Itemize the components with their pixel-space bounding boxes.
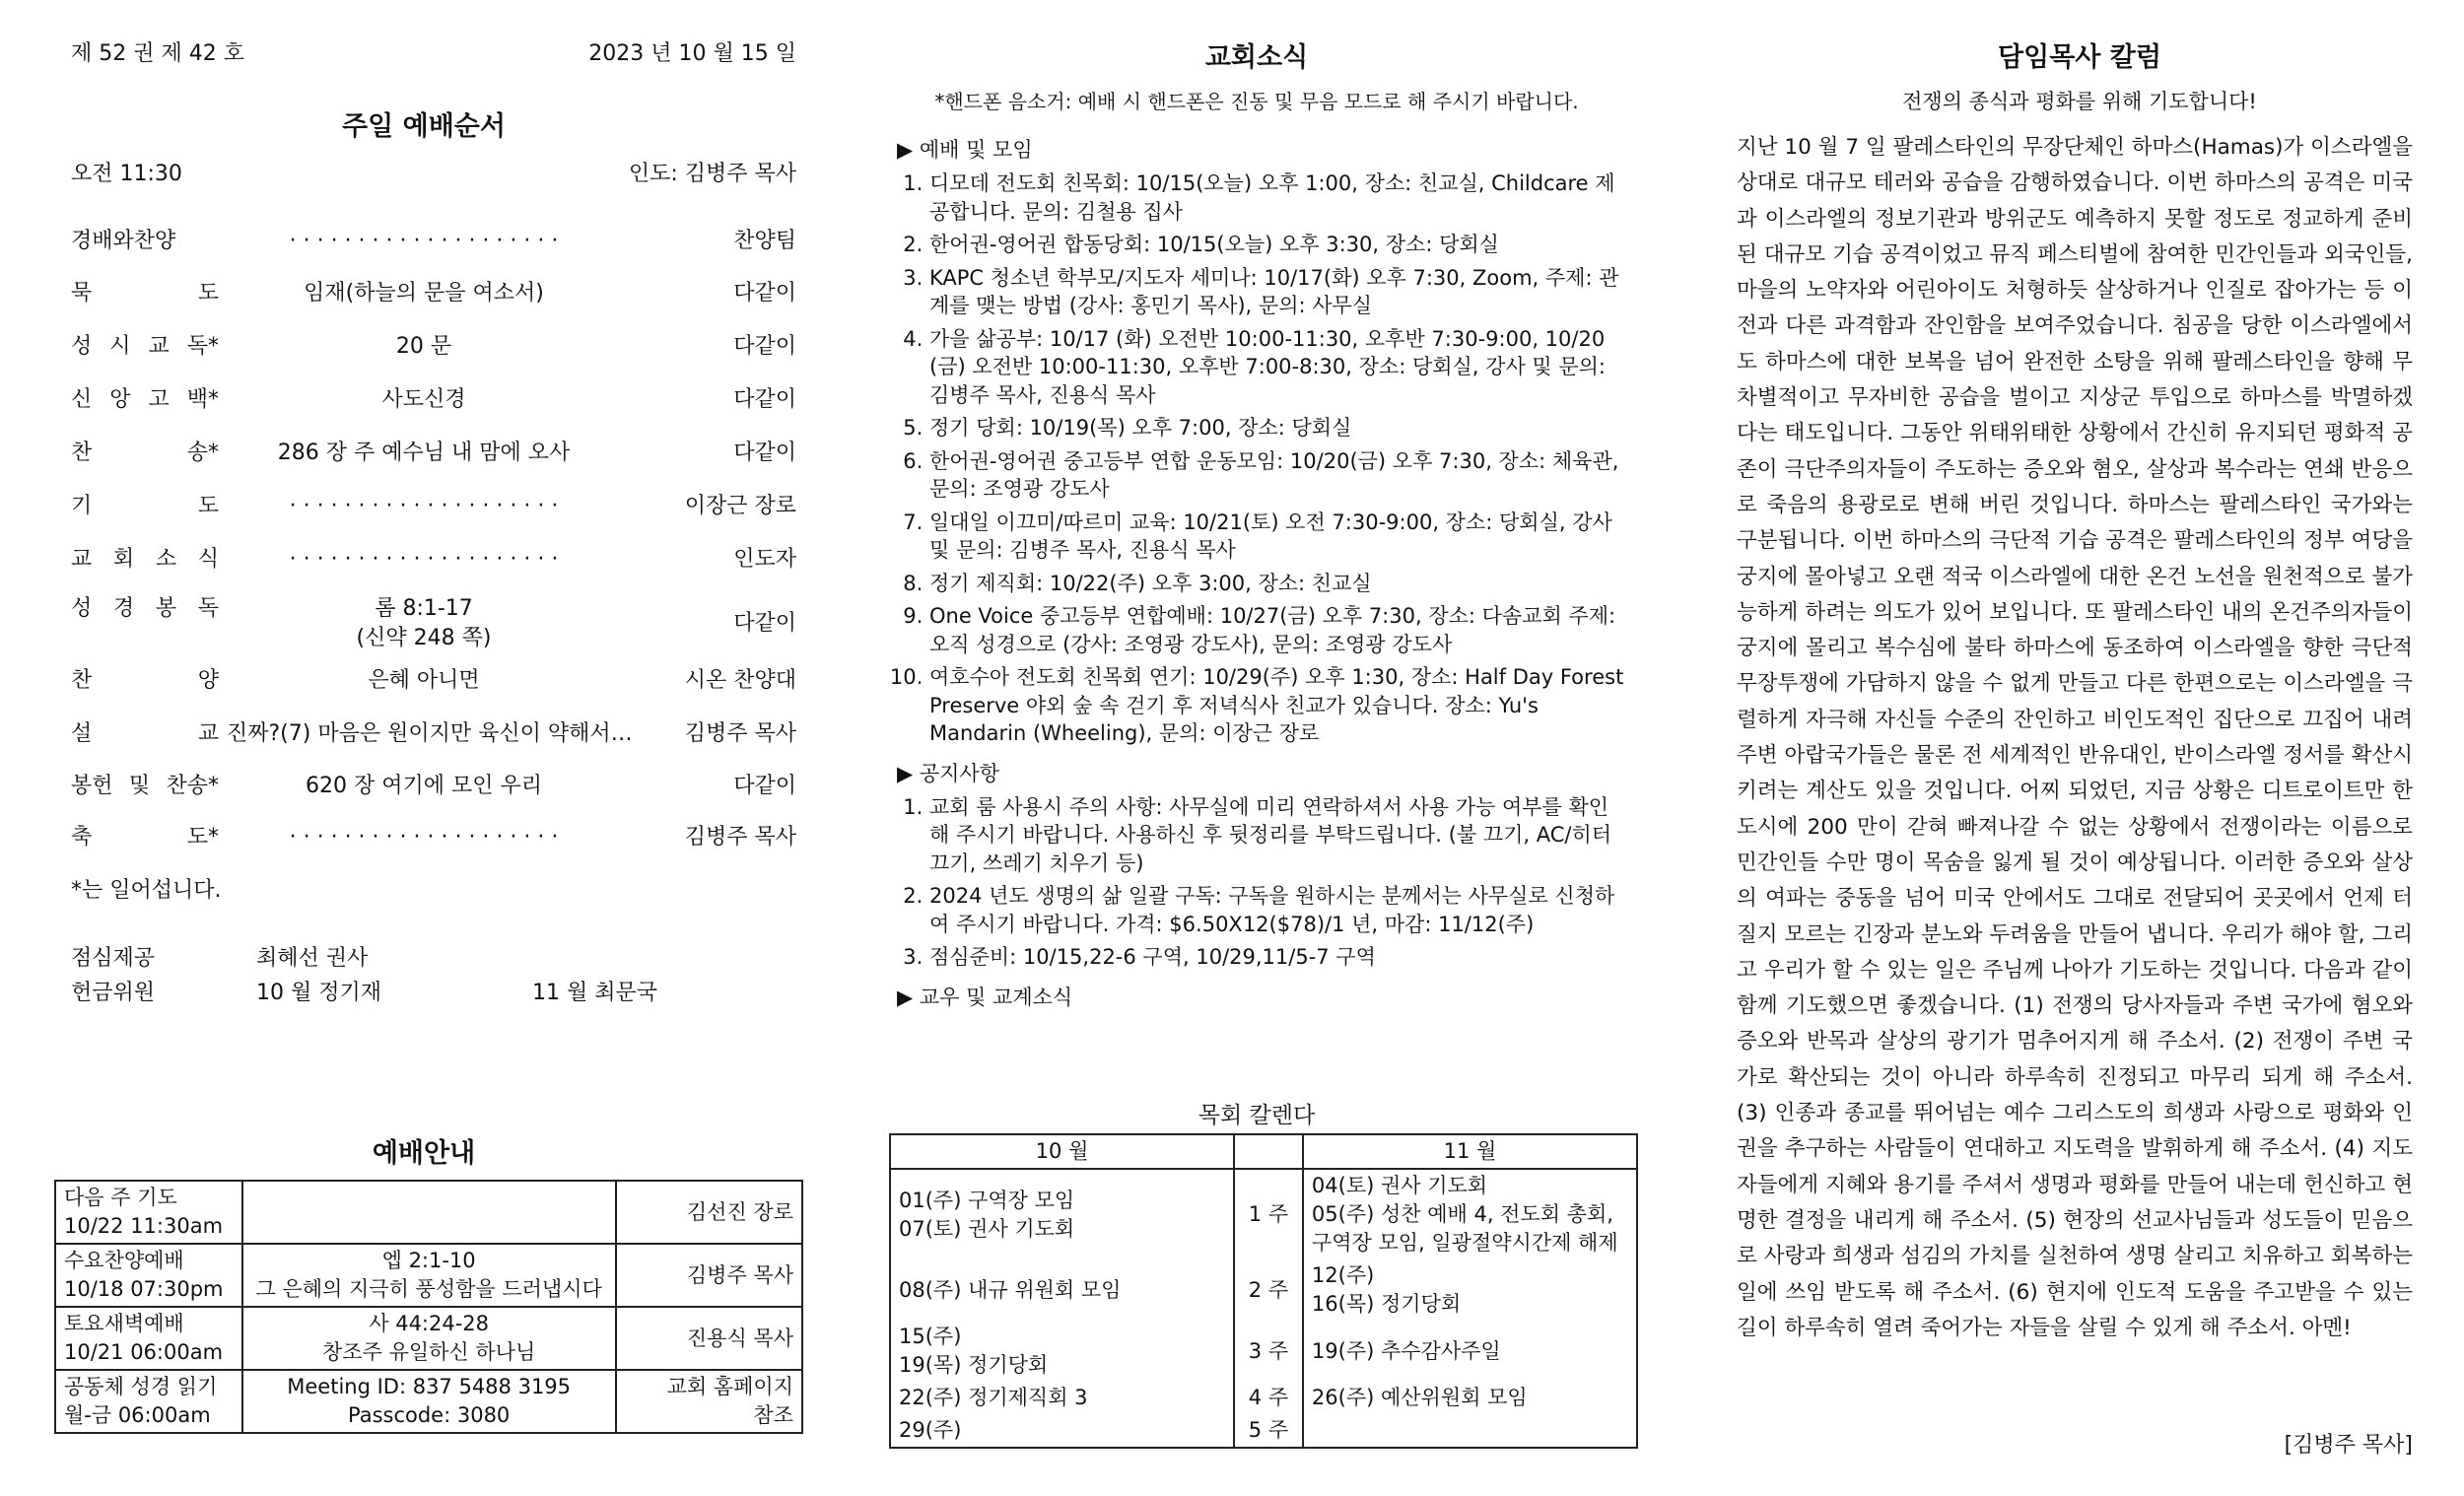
guide-content: 사 44:24-28 — [369, 1312, 490, 1335]
order-item-who: 다같이 — [733, 334, 796, 359]
middle-panel — [867, 0, 1646, 1496]
calendar-week-cell — [1234, 1259, 1303, 1321]
calendar-november-cell — [1303, 1321, 1637, 1382]
order-item-name: 성 시 교 독* — [71, 334, 219, 359]
guide-who: 교회 홈페이지 — [666, 1375, 793, 1398]
offering-october: 10 월 정기재 — [256, 981, 381, 1005]
left-panel — [0, 0, 848, 1496]
issue-date: 2023 년 10 월 15 일 — [588, 41, 796, 66]
guide-who: 진용식 목사 — [686, 1326, 793, 1350]
calendar-week-cell — [1234, 1382, 1303, 1414]
order-item-content: 롬 8:1-17 — [375, 596, 473, 621]
order-item-name: 봉헌 및 찬송* — [71, 774, 219, 798]
section-heading: ▶ 교우 및 교계소식 — [897, 985, 1073, 1009]
order-item-name: 교 회 소 식 — [71, 547, 219, 572]
order-item-content: · · · · · · · · · · · · · · · · · · · · — [289, 547, 559, 572]
calendar-october-events: 29(주) — [899, 1418, 962, 1442]
order-item-content: 286 장 주 예수님 내 맘에 오사 — [277, 441, 571, 465]
order-item-who: 다같이 — [733, 774, 796, 798]
november-header: 11 월 — [1303, 1134, 1637, 1169]
order-item-content: · · · · · · · · · · · · · · · · · · · · — [289, 229, 559, 253]
order-item-name: 설 교 — [71, 721, 219, 746]
order-item-content: · · · · · · · · · · · · · · · · · · · · — [289, 825, 559, 850]
calendar-week: 4 주 — [1248, 1386, 1289, 1409]
order-item-content: 사도신경 — [381, 387, 466, 412]
calendar-november-cell — [1303, 1382, 1637, 1414]
calendar-november-events: 12(주) 16(목) 정기당회 — [1311, 1263, 1462, 1316]
news-item: 6. 한어권-영어권 중고등부 연합 운동모임: 10/20(금) 오후 7:30, 장소: 체육관, 문의: 조영광 강도사 — [929, 447, 1626, 504]
guide-content-sub: 그 은혜의 지극히 풍성함을 드러냅시다 — [255, 1277, 602, 1301]
order-item-name: 기 도 — [71, 494, 219, 518]
news-item: 5. 정기 당회: 10/19(목) 오후 7:00, 장소: 당회실 — [929, 414, 1626, 442]
service-guide-table — [54, 1180, 803, 1434]
guide-content-cell — [242, 1244, 616, 1307]
order-item-name: 축 도* — [71, 825, 219, 850]
guide-row — [55, 1181, 802, 1244]
order-item-who: 다같이 — [733, 281, 796, 306]
order-item-name: 찬 양 — [71, 668, 219, 693]
guide-who: 김선진 장로 — [686, 1199, 793, 1224]
right-panel — [1695, 0, 2464, 1496]
guide-row — [55, 1307, 802, 1370]
calendar-row — [890, 1259, 1637, 1321]
guide-content-sub: 창조주 유일하신 하나님 — [322, 1340, 536, 1364]
calendar-title: 목회 칼렌다 — [1198, 1103, 1316, 1128]
calendar-week-cell — [1234, 1169, 1303, 1259]
guide-content-sub: Passcode: 3080 — [347, 1403, 511, 1427]
news-item: 7. 일대일 이끄미/따르미 교육: 10/21(토) 오전 7:30-9:00, 장소: 당회실, 강사 및 문의: 김병주 목사, 진용식 목사 — [929, 509, 1626, 565]
column-body: 지난 10 월 7 일 팔레스타인의 무장단체인 하마스(Hamas)가 이스라엘을 상대로 대규모 테러와 공습을 감행하였습니다. 이번 하마스의 공격은 미국과 이스라엘의 정보기관과 방위군도 예측하지 못할 정도로 정교하게 준비된 대규모 기습 공격이었고 뮤직 페스티벌에 참여한 민간인들과 외국인들, 마을의 노약자와 어린아이도 처형하듯 살상하거나 인질로 잡아가는 등 이전과 다른 과격함과 잔인함을 보여주었습니다. 침공을 당한 이스라엘에서도 하마스에 대한 보복을 넘어 완전한 소탕을 위해 팔레스타인을 향해 무차별적이고 무자비한 공습을 벌이고 지상군 투입으로 하마스를 박멸하겠다는 태도입니다. 그동안 위태위태한 상황에서 간신히 유지되던 평화적 공존이 극단주의자들이 주도하는 증오와 혐오, 살상과 복수라는 연쇄 반응으로 죽음의 용광로로 변해 버린 것입니다. 하마스는 팔레스타인 국가와는 구분됩니다. 이번 하마스의 극단적 기습 공격은 팔레스타인의 정부 여당을 궁지에 몰아넣고 오랜 적국 이스라엘에 대한 온건 노선을 원천적으로 불가능하게 하려는 의도가 있어 보입니다. 또 팔레스타인 내의 온건주의자들이 궁지에 몰리고 복수심에 불타 하마스에 동조하여 이스라엘을 향한 극단적 무장투쟁에 가담하지 않을 수 없게 만들고 다른 한편으로는 이스라엘을 극렬하게 자극해 자신들 수준의 잔인하고 비인도적인 집단으로 끄집어 내려 주변 아랍국가들은 물론 전 세계적인 반유대인, 반이스라엘 정서를 확산시키려는 계산도 있을 것입니다. 어찌 되었던, 지금 상황은 디트로이트만 한 도시에 200 만이 갇혀 빠져나갈 수 없는 상황에서 전쟁이라는 이름으로 민간인들 수만 명이 목숨을 잃게 될 것이 예상됩니다. 이러한 증오와 살상의 여파는 중동을 넘어 미국 안에서도 그대로 전달되어 곳곳에서 언제 터질지 모르는 긴장과 분노와 두려움을 만들어 냅니다. 우리가 해야 할, 그리고 우리가 할 수 있는 일은 주님께 나아가 기도하는 것입니다. 다음과 같이 함께 기도했으면 좋겠습니다. (1) 전쟁의 당사자들과 주변 국가에 혐오와 증오와 반목과 살상의 광기가 멈추어지게 해 주소서. (2) 전쟁이 주변 국가로 확산되는 것이 아니라 하루속히 진정되고 마무리 되게 해 주소서. (3) 인종과 종교를 뛰어넘는 예수 그리스도의 희생과 사랑으로 평화와 인권을 추구하는 사람들이 연대하고 지도력을 발휘하게 해 주소서. (4) 지도자들에게 지혜와 용기를 주셔서 생명과 평화를 만들어 내는데 헌신하고 현명한 결정을 내리게 해 주소서. (5) 현장의 선교사님들과 성도들이 믿음으로 사랑과 희생과 섬김의 가치를 실천하여 생명 살리고 치유하고 회복하는 일에 쓰임 받도록 해 주소서. (6) 현지에 인도적 도움을 주고받을 수 있는 길이 하루속히 열려 죽어가는 자들을 살릴 수 있게 해 주소서. 아멘! — [1737, 135, 2413, 1340]
guide-who: 김병주 목사 — [686, 1262, 793, 1287]
news-item: 4. 가을 삶공부: 10/17 (화) 오전반 10:00-11:30, 오후반 7:30-9:00, 10/20 (금) 오전반 10:00-11:30, 오후반 7:00-8:30, 장소: 당회실, 강사 및 문의: 김병주 목사, 진용식 목사 — [929, 325, 1626, 410]
column-subtitle: 전쟁의 종식과 평화를 위해 기도합니다! — [1902, 90, 2257, 113]
guide-row — [55, 1244, 802, 1307]
order-title: 주일 예배순서 — [342, 111, 506, 142]
calendar-november-events: 04(토) 권사 기도회 05(주) 성찬 예배 4, 전도회 총회, 구역장 모임, 일광절약시간제 해제 — [1311, 1174, 1618, 1255]
calendar-week: 3 주 — [1248, 1338, 1289, 1363]
guide-name: 수요찬양예배 — [64, 1249, 184, 1272]
order-item-content: 620 장 여기에 모인 우리 — [306, 774, 542, 798]
lunch-label: 점심제공 — [71, 946, 156, 971]
section-worship-meetings — [897, 136, 1626, 1011]
order-item-content: 임재(하늘의 문을 여소서) — [304, 281, 544, 306]
guide-content: 엡 2:1-10 — [381, 1249, 476, 1272]
order-item-content-sub: (신약 248 쪽) — [356, 626, 492, 650]
order-item-name: 신 앙 고 백* — [71, 387, 219, 412]
order-item-who: 찬양팀 — [733, 229, 796, 253]
order-item-who: 김병주 목사 — [684, 825, 796, 850]
notice-list — [897, 793, 1626, 972]
order-item-name: 찬 송* — [71, 441, 219, 465]
standing-note: *는 일어섭니다. — [71, 878, 222, 903]
guide-name: 토요새벽예배 — [64, 1312, 184, 1335]
news-item: 2. 한어권-영어권 합동당회: 10/15(오늘) 오후 3:30, 장소: 당회실 — [929, 231, 1626, 259]
calendar-november-cell — [1303, 1169, 1637, 1259]
order-item-who: 시온 찬양대 — [684, 668, 796, 693]
news-item: 2. 2024 년도 생명의 삶 일괄 구독: 구독을 원하시는 분께서는 사무실로 신청하여 주시기 바랍니다. 가격: $6.50X12($78)/1 년, 마감: 11/12(주) — [929, 882, 1626, 938]
guide-name: 다음 주 기도 — [64, 1186, 177, 1209]
guide-time: 10/22 11:30am — [64, 1214, 224, 1238]
news-item: 10. 여호수아 전도회 친목회 연기: 10/29(주) 오후 1:30, 장소: Half Day Forest Preserve 야외 숲 속 걷기 후 저녁식사 친교가 있습니다. 장소: Yu's Mandarin (Wheeling), 문의: 이장근 장로 — [929, 663, 1626, 748]
service-guide-title: 예배안내 — [372, 1138, 476, 1169]
news-item: 1. 디모데 전도회 친목회: 10/15(오늘) 오후 1:00, 장소: 친교실, Childcare 제공합니다. 문의: 김철용 집사 — [929, 170, 1626, 226]
order-item-who: 다같이 — [733, 441, 796, 465]
order-item-name: 경배와찬양 — [71, 229, 176, 253]
guide-who-cell — [616, 1181, 802, 1244]
calendar-week-cell — [1234, 1414, 1303, 1448]
news-item: 8. 정기 제직회: 10/22(주) 오후 3:00, 장소: 친교실 — [929, 570, 1626, 598]
calendar-week: 1 주 — [1248, 1202, 1289, 1226]
calendar-november-events: 19(주) 추수감사주일 — [1311, 1338, 1501, 1363]
guide-time: 월-금 06:00am — [64, 1403, 211, 1427]
calendar-week-cell — [1234, 1321, 1303, 1382]
calendar-october-events: 01(주) 구역장 모임 07(토) 권사 기도회 — [899, 1188, 1075, 1241]
news-item: 1. 교회 룸 사용시 주의 사항: 사무실에 미리 연락하셔서 사용 가능 여부를 확인 해 주시기 바랍니다. 사용하신 후 뒷정리를 부탁드립니다. (불 끄기, AC/히터 끄기, 쓰레기 치우기 등) — [929, 793, 1626, 878]
service-leader: 인도: 김병주 목사 — [628, 162, 796, 186]
order-item-name: 성 경 봉 독 — [71, 596, 219, 621]
phone-notice: *핸드폰 음소거: 예배 시 핸드폰은 진동 및 무음 모드로 해 주시기 바랍니다. — [934, 90, 1579, 113]
calendar-november-cell — [1303, 1414, 1637, 1448]
guide-row — [55, 1370, 802, 1433]
calendar-october-events: 22(주) 정기제직회 3 — [899, 1386, 1088, 1409]
guide-time: 10/21 06:00am — [64, 1340, 224, 1364]
order-item-content: 진짜?(7) 마음은 원이지만 육신이 약해서… — [227, 721, 633, 746]
calendar-october-cell — [890, 1169, 1234, 1259]
order-item-who: 이장근 장로 — [684, 494, 796, 518]
order-item-name: 묵 도 — [71, 281, 219, 306]
guide-name: 공동체 성경 읽기 — [64, 1375, 218, 1398]
calendar-row — [890, 1382, 1637, 1414]
news-item: 9. One Voice 중고등부 연합예배: 10/27(금) 오후 7:30, 장소: 다솜교회 주제: 오직 성경으로 (강사: 조영광 강도사), 문의: 조영광 강도사 — [929, 602, 1626, 658]
guide-content: Meeting ID: 837 5488 3195 — [287, 1375, 572, 1398]
calendar-row — [890, 1321, 1637, 1382]
order-item-who: 김병주 목사 — [684, 721, 796, 746]
guide-who-sub: 참조 — [753, 1403, 793, 1427]
offering-november: 11 월 최문국 — [532, 981, 657, 1005]
calendar-october-events: 15(주) 19(목) 정기당회 — [899, 1325, 1049, 1377]
guide-content-cell — [242, 1307, 616, 1370]
guide-who-cell — [616, 1307, 802, 1370]
order-item-content: 은혜 아니면 — [368, 668, 480, 693]
news-item: 3. KAPC 청소년 학부모/지도자 세미나: 10/17(화) 오후 7:30, Zoom, 주제: 관계를 맺는 방법 (강사: 홍민기 목사), 문의: 사무실 — [929, 264, 1626, 320]
calendar-row — [890, 1414, 1637, 1448]
calendar-november-events: 26(주) 예산위원회 모임 — [1311, 1386, 1528, 1409]
calendar-october-cell — [890, 1259, 1234, 1321]
order-item-content: 20 문 — [395, 334, 452, 359]
guide-name-cell — [55, 1244, 242, 1307]
order-item-content: · · · · · · · · · · · · · · · · · · · · — [289, 494, 559, 518]
news-item: 3. 점심준비: 10/15,22-6 구역, 10/29,11/5-7 구역 — [929, 943, 1626, 972]
guide-who-cell — [616, 1244, 802, 1307]
order-item-who: 다같이 — [733, 611, 796, 636]
guide-name-cell — [55, 1307, 242, 1370]
october-header: 10 월 — [890, 1134, 1234, 1169]
calendar-table — [889, 1133, 1638, 1449]
calendar-october-cell — [890, 1382, 1234, 1414]
calendar-october-cell — [890, 1414, 1234, 1448]
guide-who-cell — [616, 1370, 802, 1433]
volume-number: 제 52 권 제 42 호 — [71, 41, 244, 66]
column-signature: [김병주 목사] — [2284, 1433, 2413, 1458]
service-time: 오전 11:30 — [71, 162, 182, 186]
guide-content-cell — [242, 1370, 616, 1433]
news-title: 교회소식 — [1204, 42, 1309, 73]
calendar-november-cell — [1303, 1259, 1637, 1321]
week-header — [1234, 1134, 1303, 1169]
order-item-who: 다같이 — [733, 387, 796, 412]
worship-list — [897, 170, 1626, 748]
order-item-who: 인도자 — [733, 547, 796, 572]
guide-name-cell — [55, 1370, 242, 1433]
offering-label: 헌금위원 — [71, 981, 156, 1005]
calendar-row — [890, 1169, 1637, 1259]
calendar-week: 2 주 — [1248, 1277, 1289, 1302]
section-heading: ▶ 공지사항 — [897, 761, 999, 785]
guide-time: 10/18 07:30pm — [64, 1277, 224, 1301]
column-title: 담임목사 칼럼 — [1998, 42, 2161, 73]
guide-name-cell — [55, 1181, 242, 1244]
guide-content-cell — [242, 1181, 616, 1244]
calendar-week: 5 주 — [1248, 1418, 1289, 1442]
lunch-value: 최혜선 권사 — [256, 946, 369, 971]
calendar-october-cell — [890, 1321, 1234, 1382]
calendar-october-events: 08(주) 내규 위원회 모임 — [899, 1277, 1122, 1302]
section-heading: ▶ 예배 및 모임 — [897, 138, 1033, 162]
